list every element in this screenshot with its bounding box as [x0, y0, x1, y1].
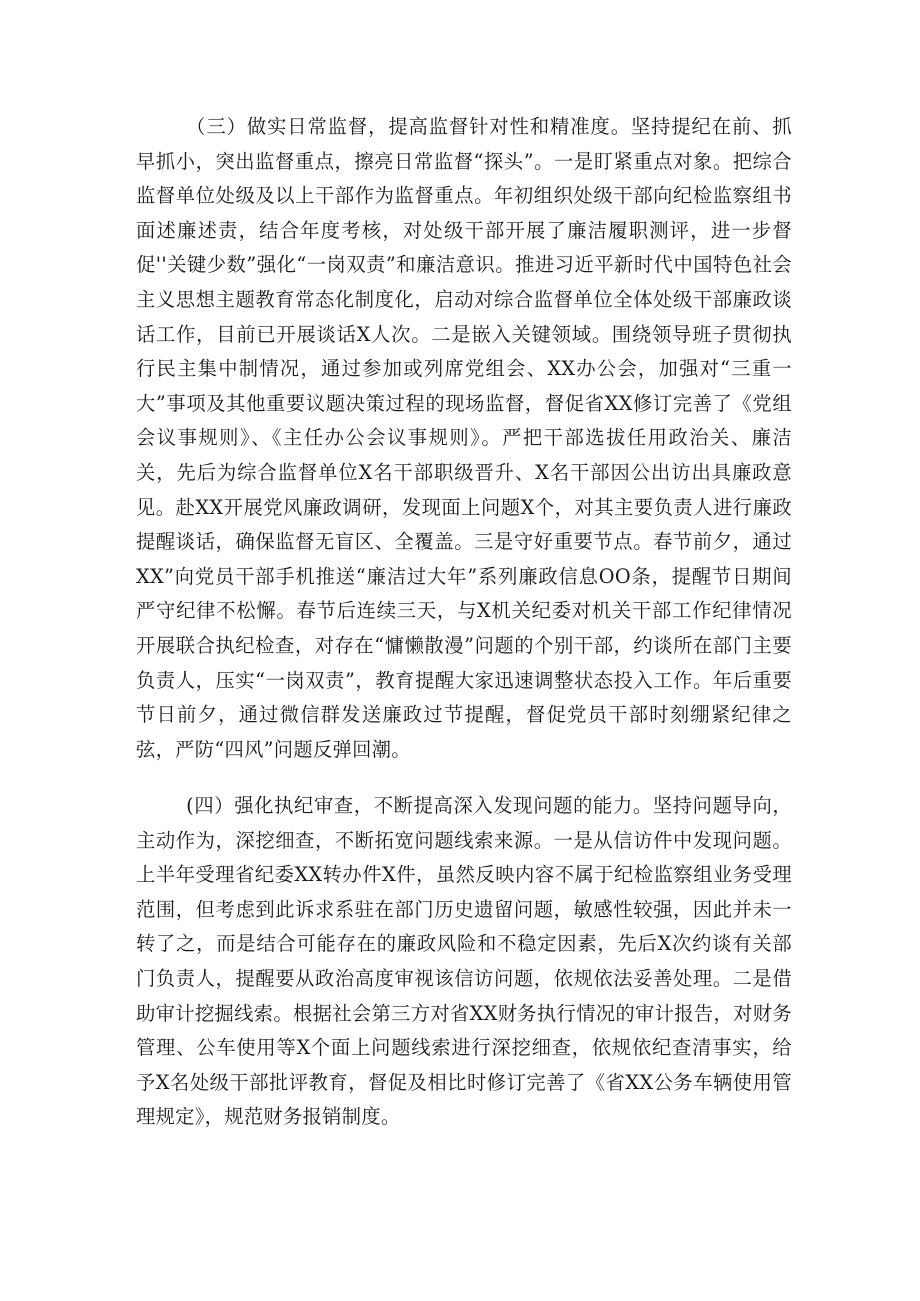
paragraph-daily-supervision: （三）做实日常监督，提高监督针对性和精准度。坚持提纪在前、抓早抓小，突出监督重点，擦亮日常监督“探头”。一是盯紧重点对象。把综合监督单位处级及以上干部作为监督重点。年初组织处级干部向纪检监察组书面述廉述责，结合年度考核，对处级干部开展了廉洁履职测评，进一步督促''关键少数”强化“一岗双责”和廉洁意识。推进习近平新时代中国特色社会主义思想主题教育常态化制度化，启动对综合监督单位全体处级干部廉政谈话工作，目前已开展谈话X人次。二是嵌入关键领域。围绕领导班子贯彻执行民主集中制情况，通过参加或列席党组会、XX办公会，加强对“三重一大”事项及其他重要议题决策过程的现场监督，督促省XX修订完善了《党组会议事规则》、《主任办公会议事规则》。严把干部选拔任用政治关、廉洁关，先后为综合监督单位X名干部职级晋升、X名干部因公出访出具廉政意见。赴XX开展党风廉政调研，发现面上问题X个，对其主要负责人进行廉政提醒谈话，确保监督无盲区、全覆盖。三是守好重要节点。春节前夕，通过XX”向党员干部手机推送“廉洁过大年”系列廉政信息OO条，提醒节日期间严守纪律不松懈。春节后连续三天，与X机关纪委对机关干部工作纪律情况开展联合执纪检查，对存在“慵懒散漫”问题的个别干部，约谈所在部门主要负责人，压实“一岗双责”，教育提醒大家迅速调整状态投入工作。年后重要节日前夕，通过微信群发送廉政过节提醒，督促党员干部时刻绷紧纪律之弦，严防“四风”问题反弹回潮。 [136, 115, 792, 761]
paragraph-discipline-review: (四）强化执纪审查，不断提高深入发现问题的能力。坚持问题导向，主动作为，深挖细查，不断拓宽问题线索来源。一是从信访件中发现问题。上半年受理省纪委XX转办件X件，虽然反映内容不属于纪检监察组业务受理范围，但考虑到此诉求系驻在部门历史遗留问题，敏感性较强，因此并未一转了之，而是结合可能存在的廉政风险和不稳定因素，先后X次约谈有关部门负责人，提醒要从政治高度审视该信访问题，依规依法妥善处理。二是借助审计挖掘线索。根据社会第三方对省XX财务执行情况的审计报告，对财务管理、公车使用等X个面上问题线索进行深挖细查，依规依纪查清事实，给予X名处级干部批评教育，督促及相比时修订完善了《省XX公务车辆使用管理规定》，规范财务报销制度。 [136, 794, 792, 1129]
